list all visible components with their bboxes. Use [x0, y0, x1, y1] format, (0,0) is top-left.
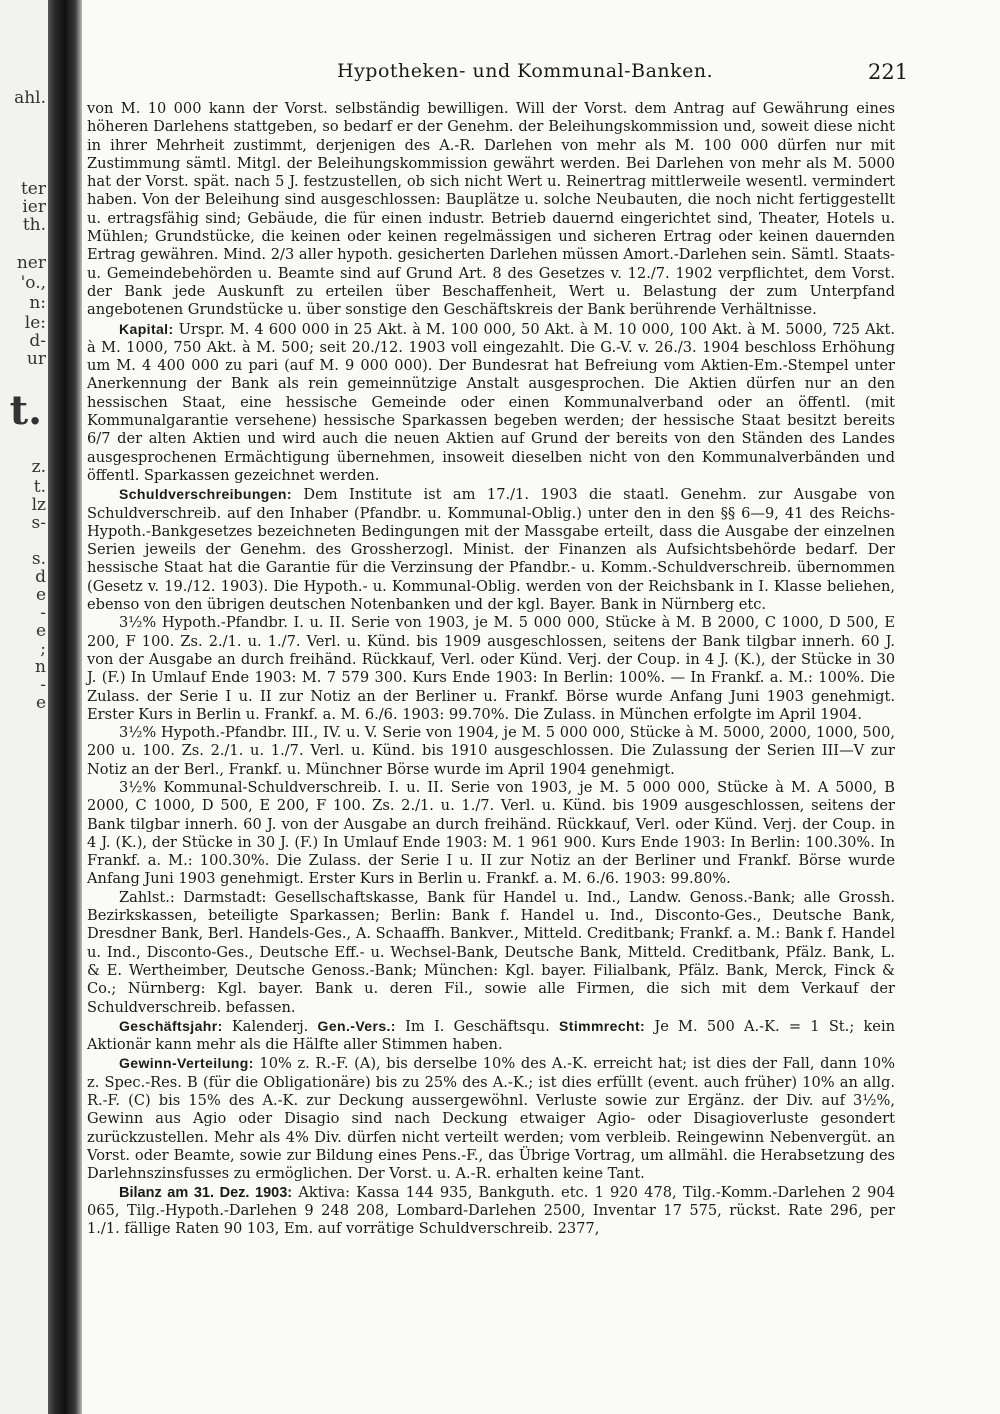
margin-fragment: - [40, 603, 46, 623]
running-title: Hypotheken- und Kommunal-Banken. [337, 60, 714, 82]
margin-fragment: n [35, 657, 46, 677]
kapital-text: Urspr. M. 4 600 000 in 25 Akt. à M. 100 000, 50 Akt. à M. 10 000, 100 Akt. à M. 5000, 725 Akt. à M. 1000, 750 Akt. à M. 500; seit 20./12. 1903 voll eingezahlt. Die G.-V. v. 26./3. 1904 beschloss Erhöhung um M. 4 400 000 zu pari (auf M. 9 000 000). Der Bundesrat hat Befreiung vom Aktien-Em.-Stempel unter Anerkennung der Bank als rein gemeinnützige Anstalt ausgesprochen. Die Aktien dürfen nur an den hessischen Staat, eine hessische Gemeinde oder einen Kommunalverband oder an öffentl. (mit Kommunalgarantie versehene) hessische Sparkassen begeben werden; der hessische Staat besitzt bereits 6/7 der alten Aktien und wird auch die neuen Aktien auf Grund der bereits von den Ständen des Landes ausgesprochenen Ermächtigung übernehmen, insoweit dieselben nicht von den Kommunalverbänden und öffentl. Sparkassen gezeichnet werden. [87, 320, 896, 484]
margin-fragment: s- [31, 513, 46, 533]
margin-fragment: ahl. [14, 88, 46, 108]
paragraph-kommunal: 3½% Kommunal-Schuldverschreib. I. u. II. Serie von 1903, je M. 5 000 000, Stücke à M. A 5000, B 2000, C 1000, D 500, E 200, F 100. Zs. 2./1. u. 1./7. Verl. u. Künd. bis 1909 ausgeschlossen, seitens der Bank tilgbar innerh. 60 J. von der Ausgabe an durch freihänd. Rückkauf, Verl. oder Künd. Verj. der Coup. in 4 J. (K.), der Stücke in 30 J. (F.) In Umlauf Ende 1903: M. 1 961 900. Kurs Ende 1903: In Berlin: 100.30%. In Frankf. a. M.: 100.30%. Die Zulass. der Serie I u. II zur Notiz an der Berliner und Frankf. Börse wurde Anfang Juni 1903 genehmigt. Erster Kurs in Berlin u. Frankf. a. M. 6./6. 1903: 99.80%. [87, 778, 895, 888]
margin-fragment: ur [26, 349, 46, 369]
bilanz-heading: Bilanz am 31. Dez. 1903: [119, 1184, 293, 1201]
margin-fragment: e [35, 585, 46, 605]
adjacent-page-margin [0, 0, 48, 1414]
paragraph-schuldverschreibungen [87, 485, 895, 614]
schuldverschreibungen-text: Dem Institute ist am 17./1. 1903 die staatl. Genehm. zur Ausgabe von Schuldverschreib. auf den Inhaber (Pfandbr. u. Kommunal-Oblig.) unter den in den §§ 6—9, 41 des Reichs-Hypoth.-Bankgesetzes bezeichneten Bedingungen mit der Massgabe erteilt, dass die Ausgabe der einzelnen Serien jeweils der Genehm. des Grossherzogl. Minist. der Finanzen als Aufsichtsbehörde bedarf. Der hessische Staat hat die Garantie für die Verzinsung der Pfandbr.- u. Komm.-Schuldverschreib. übernommen (Gesetz v. 19./12. 1903). Die Hypoth.- u. Kommunal-Oblig. werden von der Reichsbank in I. Klasse beliehen, ebenso von den übrigen deutschen Notenbanken und der kgl. Bayer. Bank in Nürnberg etc. [87, 486, 896, 614]
margin-fragment: ; [40, 639, 46, 659]
margin-fragment: t. [9, 387, 42, 434]
paragraph-kapital [87, 320, 895, 486]
geschaeftsjahr-text: Kalenderj. [231, 1017, 309, 1035]
margin-fragment: d [35, 567, 46, 587]
paragraph-beleihung: von M. 10 000 kann der Vorst. selbständig bewilligen. Will der Vorst. dem Antrag auf Gewährung eines höheren Darlehens stattgeben, so bedarf er der Genehm. der Beleihungskommission und, soweit diese nicht in ihrer Mehrheit zustimmt, derjenigen des A.-R. Darlehen von mehr als M. 100 000 dürfen nur mit Zustimmung sämtl. Mitgl. der Beleihungskommission gewährt werden. Bei Darlehen von mehr als M. 5000 hat der Vorst. spät. nach 5 J. festzustellen, ob sich nicht Wert u. Reinertrag mittlerweile wesentl. vermindert haben. Von der Beleihung sind ausgeschlossen: Bauplätze u. solche Neubauten, die noch nicht fertiggestellt u. ertragsfähig sind; Gebäude, die für einen industr. Betrieb dauernd eingerichtet sind, Theater, Hotels u. Mühlen; Grundstücke, die keinen oder keinen regelmässigen und sicheren Ertrag oder keinen dauernden Ertrag gewähren. Mind. 2/3 aller hypoth. gesicherten Darlehen müssen Amort.-Darlehen sein. Sämtl. Staats- u. Gemeindebehörden u. Beamte sind auf Grund Art. 8 des Gesetzes v. 12./7. 1902 verpflichtet, dem Vorst. der Bank jede Auskunft zu erteilen über Beschaffenheit, Wert u. Belastung der zum Unterpfand angebotenen Grundstücke u. über sonstige den Geschäftskreis der Bank berührende Verhältnisse. [87, 100, 895, 319]
margin-fragment: z. [31, 457, 46, 477]
gewinn-verteilung-text: 10% z. R.-F. (A), bis derselbe 10% des A.-K. erreicht hat; ist dies der Fall, dann 10% z. Spec.-Res. B (für die Obligationäre) bis zu 25% des A.-K.; ist dies erfüllt (event. auch früher) 10% an allg. R.-F. (C) bis 15% des A.-K. zur Deckung aussergewöhnl. Verluste sowie zur Ergänz. der Div. auf 3½%, Gewinn aus Agio oder Disagio sind nach Deckung etwaiger Agio- oder Disagioverluste gesondert zurückzustellen. Mehr als 4% Div. dürfen nicht verteilt werden; vom verbleib. Reingewinn Nebenvergüt. an Vorst. oder Beamte, sowie zur Bildung eines Pens.-F., das Übrige Vortrag, um allmähl. die Herabsetzung des Darlehnszinsfusses zu ermöglichen. Der Vorst. u. A.-R. erhalten keine Tant. [87, 1055, 896, 1183]
geschaeftsjahr-heading: Geschäftsjahr: [119, 1017, 223, 1034]
stimmrecht-heading: Stimmrecht: [559, 1017, 646, 1034]
gen-vers-text: Im I. Geschäftsqu. [405, 1017, 550, 1035]
kapital-heading: Kapital: [119, 320, 174, 337]
paragraph-geschaeftsjahr [87, 1017, 895, 1055]
margin-fragment: t. [33, 477, 46, 497]
margin-fragment: th. [22, 215, 46, 235]
stimmrecht-text: Je M. 500 A.-K. = 1 St.; kein Aktionär kann mehr als die Hälfte aller Stimmen haben. [87, 1017, 896, 1054]
margin-fragment: - [40, 675, 46, 695]
margin-fragment: lz [31, 495, 46, 515]
margin-fragment: s. [31, 549, 46, 569]
bilanz-text: Aktiva: Kassa 144 935, Bankguth. etc. 1 920 478, Tilg.-Komm.-Darlehen 2 904 065, Tilg.-Hypoth.-Darlehen 9 248 208, Lombard-Darlehen 2500, Inventar 17 575, rückst. Rate 296, per 1./1. fällige Raten 90 103, Em. auf vorrätige Schuldverschreib. 2377, [87, 1183, 896, 1238]
scanned-page [82, 0, 1000, 1414]
schuldverschreibungen-heading: Schuldverschreibungen: [119, 486, 292, 503]
paragraph-gewinn-verteilung [87, 1054, 895, 1183]
page-number: 221 [868, 60, 909, 84]
margin-fragment: e [35, 693, 46, 713]
margin-fragment: n: [29, 293, 46, 313]
margin-fragment: ner [16, 253, 46, 273]
margin-fragment: d- [29, 331, 46, 351]
margin-fragment: ier [22, 197, 46, 217]
gewinn-verteilung-heading: Gewinn-Verteilung: [119, 1055, 254, 1072]
margin-fragment: 'o., [20, 273, 46, 293]
paragraph-pfandbriefe-2: 3½% Hypoth.-Pfandbr. III., IV. u. V. Serie von 1904, je M. 5 000 000, Stücke à M. 5000, 2000, 1000, 500, 200 u. 100. Zs. 2./1. u. 1./7. Verl. u. Künd. bis 1910 ausgeschlossen. Die Zulassung der Serien III—V zur Notiz an der Berl., Frankf. u. Münchner Börse wurde im April 1904 genehmigt. [87, 724, 895, 778]
gen-vers-heading: Gen.-Vers.: [317, 1017, 396, 1034]
margin-fragment: ter [20, 179, 46, 199]
margin-fragment: le: [24, 313, 46, 333]
page-body [87, 100, 895, 1238]
margin-fragment: e [35, 621, 46, 641]
paragraph-pfandbriefe-1: 3½% Hypoth.-Pfandbr. I. u. II. Serie von 1903, je M. 5 000 000, Stücke à M. B 2000, C 1000, D 500, E 200, F 100. Zs. 2./1. u. 1./7. Verl. u. Künd. bis 1909 ausgeschlossen, seitens der Bank tilgbar innerh. 60 J. von der Ausgabe an durch freihänd. Rückkauf, Verl. oder Künd. Verj. der Coup. in 4 J. (K.), der Stücke in 30 J. (F.) In Umlauf Ende 1903: M. 7 579 300. Kurs Ende 1903: In Berlin: 100%. — In Frankf. a. M.: 100%. Die Zulass. der Serie I u. II zur Notiz an der Berliner u. Frankf. Börse wurde Anfang Juni 1903 genehmigt. Erster Kurs in Berlin u. Frankf. a. M. 6./6. 1903: 99.70%. Die Zulass. in München erfolgte im April 1904. [87, 614, 895, 723]
book-gutter [48, 0, 82, 1414]
paragraph-bilanz [87, 1184, 895, 1239]
paragraph-zahlstellen: Zahlst.: Darmstadt: Gesellschaftskasse, Bank für Handel u. Ind., Landw. Genoss.-Bank; alle Grossh. Bezirkskassen, beteiligte Sparkassen; Berlin: Bank f. Handel u. Ind., Disconto-Ges., Deutsche Bank, Dresdner Bank, Berl. Handels-Ges., A. Schaaffh. Bankver., Mitteld. Creditbank; Frankf. a. M.: Bank f. Handel u. Ind., Disconto-Ges., Deutsche Eff.- u. Wechsel-Bank, Deutsche Bank, Mitteld. Creditbank, Pfälz. Bank, L. & E. Wertheimber, Deutsche Genoss.-Bank; München: Kgl. bayer. Filialbank, Pfälz. Bank, Merck, Finck & Co.; Nürnberg: Kgl. bayer. Bank u. deren Fil., sowie alle Firmen, die sich mit dem Verkauf der Schuldverschreib. befassen. [87, 888, 895, 1016]
